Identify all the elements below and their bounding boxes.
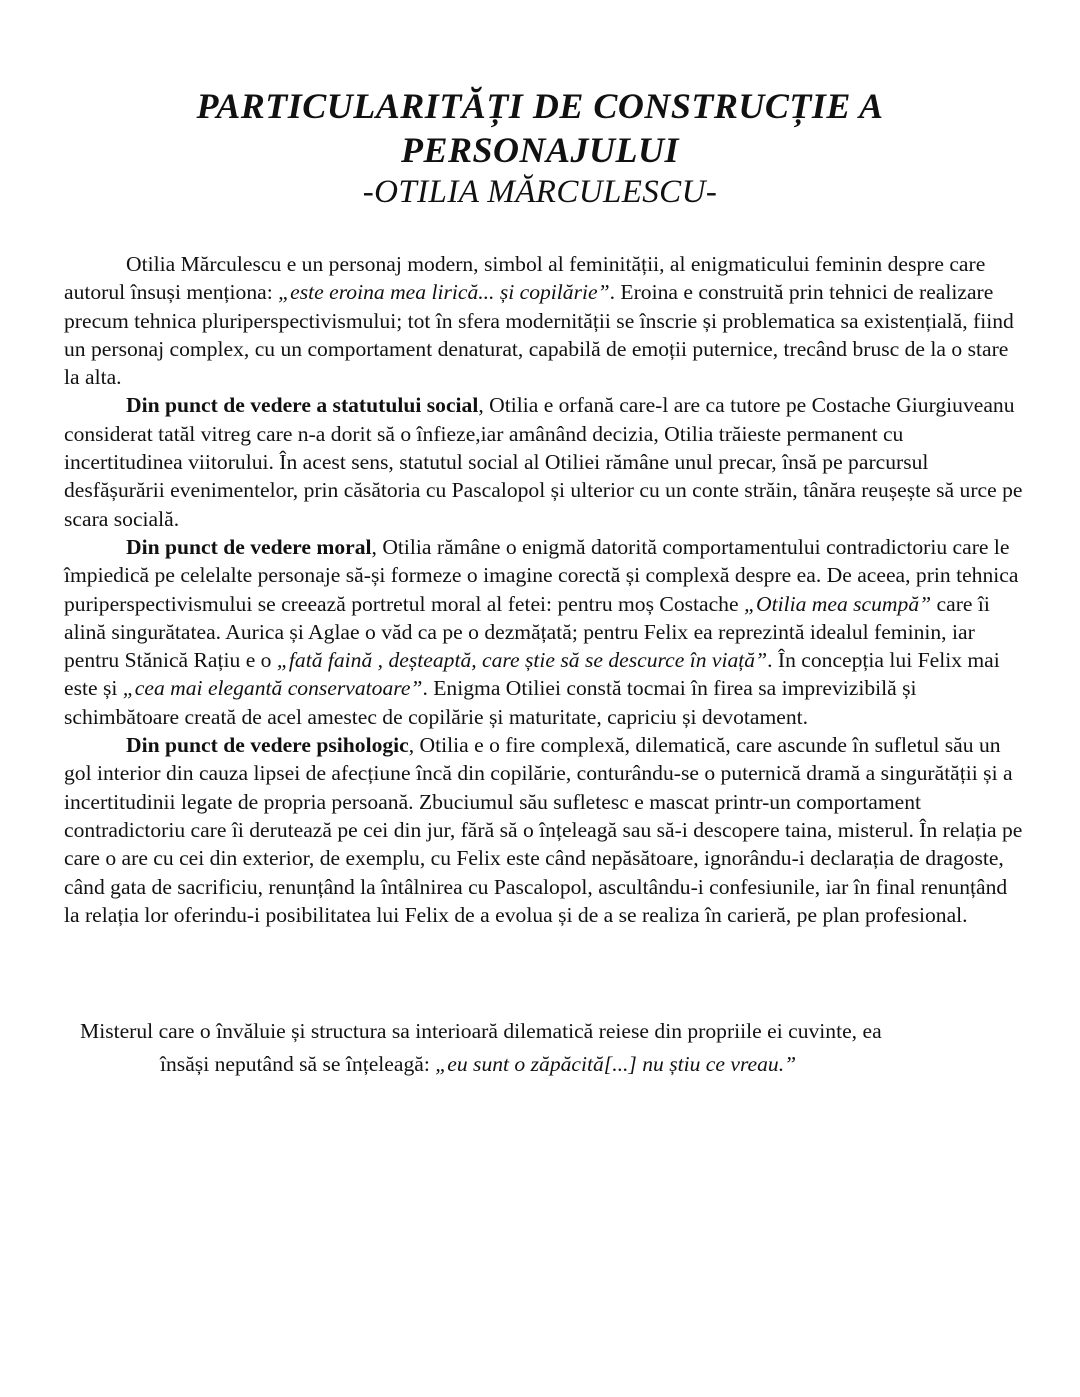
document-body — [64, 250, 1024, 929]
closing-text: însăși neputând să se înțeleagă: — [160, 1052, 436, 1077]
paragraph-text: . În concepția lui Felix mai este și — [64, 648, 1000, 701]
paragraph-text: . Eroina e construită prin tehnici de realizare precum tehnica pluriperspectivismului; tot în sfera modernității se înscrie și problematica sa existențială, fiind un personaj complex, cu un comportament denaturat, capabilă de emoții puternice, trecând brusc de la o stare la alta. — [64, 280, 1014, 390]
paragraph-text: , Otilia rămâne o enigmă datorită comportamentului contradictoriu care le împiedică pe celelalte personaje să-și formeze o imagine corectă și complexă despre ea. De aceea, prin tehnica puriperspectivismului se creează portretul moral al fetei: pentru moș Costache — [64, 534, 1019, 616]
title-block — [0, 84, 1080, 212]
closing-line-1: Misterul care o învăluie și structura sa interioară dilematică reiese din propriile ei cuvinte, ea — [80, 1019, 882, 1043]
closing-block — [80, 1017, 1040, 1079]
paragraph-lead: Din punct de vedere a statutului social — [126, 393, 479, 418]
paragraph-text: Otilia Mărculescu e un personaj modern, simbol al feminității, al enigmaticului feminin despre care autorul însuși menționa: — [64, 252, 986, 305]
closing-quote: „eu sunt o zăpăcită[...] nu știu ce vreau.” — [435, 1052, 797, 1077]
paragraph-moral — [64, 533, 1024, 731]
quote: „este eroina mea lirică... și copilărie” — [278, 280, 610, 305]
paragraph-text: care îi alină singurătatea. Aurica și Aglae o văd ca pe o dezmățată; pentru Felix ea reprezintă idealul feminin, iar pentru Stănică Rațiu e o — [64, 591, 990, 673]
closing-line-2 — [80, 1050, 1040, 1078]
page-subtitle: -OTILIA MĂRCULESCU- — [362, 174, 718, 210]
page-title-line-1: PARTICULARITĂȚI DE CONSTRUCȚIE A — [196, 86, 884, 126]
quote: „fată faină , deșteaptă, care știe să se descurce în viață” — [276, 648, 768, 673]
page-title-line-2: PERSONAJULUI — [400, 130, 680, 170]
paragraph-lead: Din punct de vedere moral — [126, 534, 372, 559]
paragraph-social — [64, 391, 1024, 532]
paragraph-lead: Din punct de vedere psihologic — [126, 733, 409, 758]
paragraph-text: . Enigma Otiliei constă tocmai în firea sa imprevizibilă și schimbătoare creată de acel amestec de copilărie și maturitate, capriciu și devotament. — [64, 676, 917, 729]
paragraph-psychological — [64, 731, 1024, 929]
paragraph-text: , Otilia e orfană care-l are ca tutore pe Costache Giurgiuveanu considerat tatăl vitreg care n-a dorit să o înfieze,iar amânând decizia, Otilia trăieste permanent cu incertitudinea viitorului. În acest sens, statutul social al Otiliei rămâne unul precar, însă pe parcursul desfășurării evenimentelor, prin căsătoria cu Pascalopol și ulterior cu un conte străin, tânăra reușește să urce pe scara socială. — [64, 393, 1023, 531]
paragraph-text: , Otilia e o fire complexă, dilematică, care ascunde în sufletul său un gol interior din cauza lipsei de afecțiune încă din copilărie, conturându-se o puternică dramă a singurătății și a incertitudinii legate de propria persoană. Zbuciumul său sufletesc e mascat printr-un comportament contradictoriu care îi derutează pe cei din jur, fără să o înțeleagă sau să-i descopere taina, misterul. În relația pe care o are cu cei din exterior, de exemplu, cu Felix este când nepăsătoare, ignorându-i declarația de dragoste, când gata de sacrificiu, renunțând la întâlnirea cu Pascalopol, ascultându-i confesiunile, iar în final renunțând la relația lor oferindu-i posibilitatea lui Felix de a evolua și de a se realiza în carieră, pe plan profesional. — [64, 733, 1023, 927]
paragraph-intro — [64, 250, 1024, 391]
quote: „Otilia mea scumpă” — [743, 591, 932, 616]
quote: „cea mai elegantă conservatoare” — [122, 676, 423, 701]
